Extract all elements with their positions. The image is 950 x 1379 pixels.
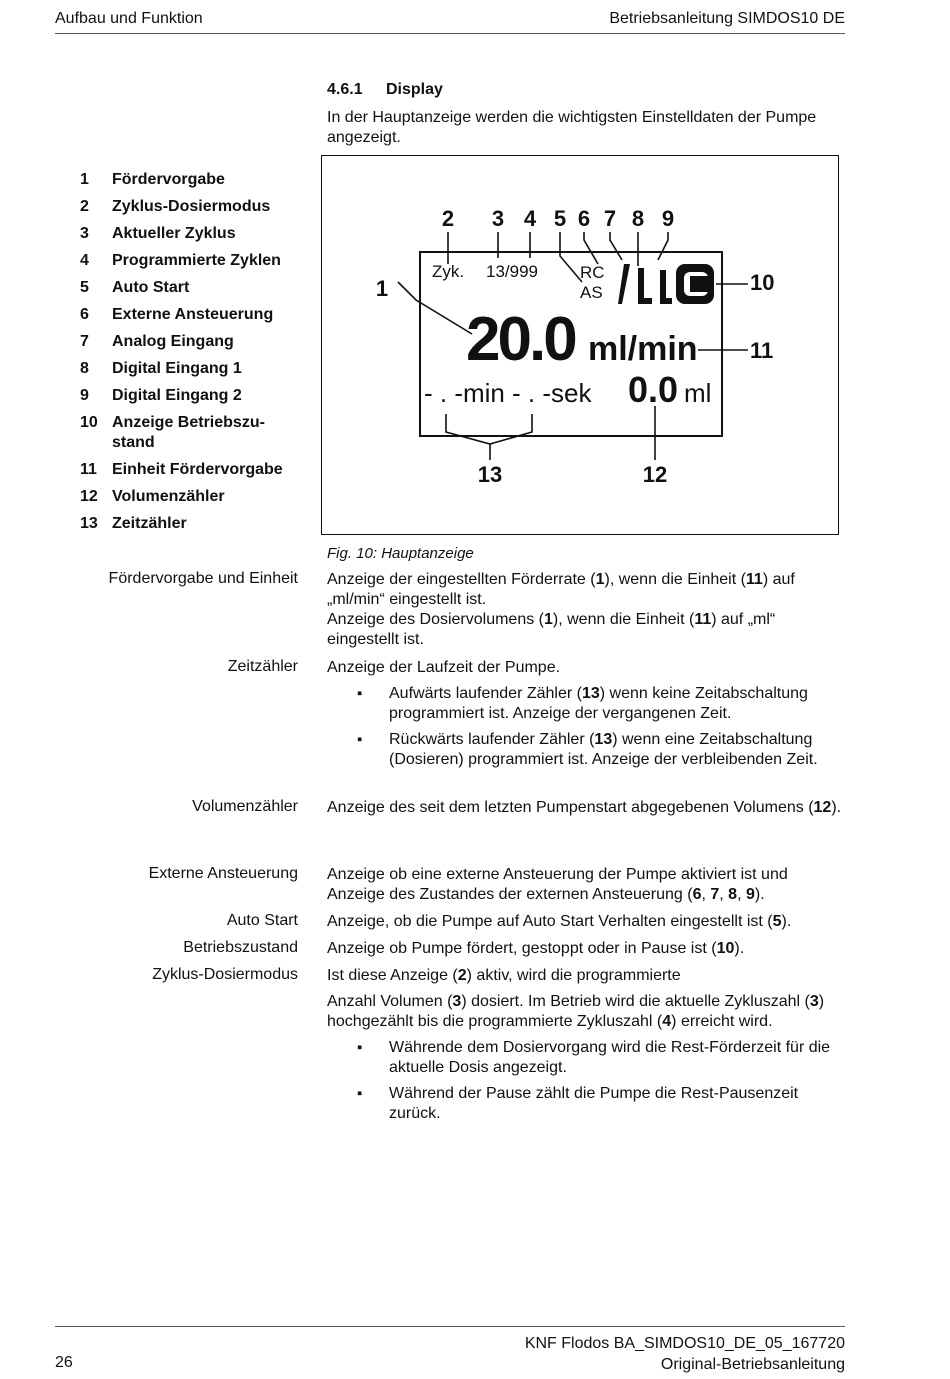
analog-input-icon [618, 264, 630, 304]
text-externe-ansteuerung: Anzeige ob eine externe Ansteuerung der Pumpe aktiviert ist und Anzeige des Zustandes der externen Ansteuerung (6, 7, 8, 9). [327, 866, 788, 903]
lcd-volume: 0.0 [628, 369, 679, 410]
callout-5: 5 [553, 206, 567, 231]
callout-9: 9 [661, 206, 675, 231]
text-betriebszustand: Anzeige ob Pumpe fördert, gestoppt oder in Pause ist (10). [327, 940, 745, 957]
label-zyklus-dosiermodus: Zyklus-Dosiermodus [152, 966, 298, 983]
text-auto-start: Anzeige, ob die Pumpe auf Auto Start Verhalten eingestellt ist (5). [327, 913, 792, 930]
footer-divider [55, 1326, 845, 1327]
label-volumenzaehler: Volumenzähler [192, 798, 298, 815]
callout-6: 6 [577, 206, 591, 231]
legend-item: 12 Volumenzähler [80, 488, 225, 505]
callout-11: 11 [750, 338, 774, 363]
legend-item: 5 Auto Start [80, 279, 190, 296]
label-betriebszustand: Betriebszustand [183, 939, 298, 956]
legend-item: 6 Externe Ansteuerung [80, 306, 274, 323]
label-auto-start: Auto Start [226, 912, 298, 929]
legend-item: 2 Zyklus-Dosiermodus [80, 198, 271, 215]
section-intro: In der Hauptanzeige werden die wichtigsten Einstelldaten der Pumpe angezeigt. [327, 109, 817, 146]
label-zeitzaehler: Zeitzähler [227, 658, 298, 675]
figure-caption: Fig. 10: Hauptanzeige [327, 545, 474, 562]
section-title-text: Display [386, 81, 443, 98]
legend-item: 3 Aktueller Zyklus [80, 225, 236, 242]
callout-7: 7 [603, 206, 617, 231]
lcd-rate: 20.0 [466, 305, 575, 374]
callout-2: 2 [441, 206, 455, 231]
header-right: Betriebsanleitung SIMDOS10 DE [609, 10, 845, 27]
legend-item: 10 Anzeige Betriebszu- stand [80, 414, 265, 451]
legend-item: 8 Digital Eingang 1 [80, 360, 242, 377]
status-indicator-icon [676, 264, 714, 304]
callout-3: 3 [491, 206, 505, 231]
lcd-time-min: - . -min [424, 378, 505, 408]
legend-list [80, 170, 302, 541]
legend-item: 13 Zeitzähler [80, 515, 187, 532]
legend-item: 7 Analog Eingang [80, 333, 234, 350]
legend-item: 11 Einheit Fördervorgabe [80, 461, 283, 478]
callout-10: 10 [750, 270, 775, 295]
label-foerdervorgabe: Fördervorgabe und Einheit [108, 570, 298, 587]
text-zyklus-dosiermodus: Ist diese Anzeige (2) aktiv, wird die programmierte Anzahl Volumen (3) dosiert. Im Betrieb wird die aktuelle Zykluszahl (3) hochgezählt bis die programmierte Zykluszahl (4) erreicht wird. ▪ Währende dem Dosiervorgang wird die Rest-Förderzeit für die aktuelle Dosis angezeigt. ▪ Während der Pause zählt die Pumpe die Rest-Pausenzeit zurück. [327, 966, 842, 1124]
lcd-zyk: Zyk. [432, 262, 465, 281]
list-item: ▪ Während der Pause zählt die Pumpe die Rest-Pausenzeit zurück. [327, 1084, 842, 1124]
lcd-cycle: 13/999 [486, 262, 538, 281]
header-left: Aufbau und Funktion [55, 10, 203, 27]
list-item: ▪ Währende dem Dosiervorgang wird die Rest-Förderzeit für die aktuelle Dosis angezeigt. [327, 1038, 842, 1078]
callout-4: 4 [523, 206, 537, 231]
lcd-rate-unit: ml/min [588, 330, 698, 368]
text-volumenzaehler: Anzeige des seit dem letzten Pumpenstart abgegebenen Volumens (12). [327, 799, 842, 816]
legend-item: 4 Programmierte Zyklen [80, 252, 281, 269]
label-externe-ansteuerung: Externe Ansteuerung [148, 865, 298, 882]
lcd-time-sec: - . -sek [512, 378, 592, 408]
section-number: 4.6.1 [327, 81, 363, 98]
section-title [327, 81, 443, 99]
callout-8: 8 [631, 206, 645, 231]
lcd-volume-unit: ml [684, 378, 712, 408]
list-item: ▪ Rückwärts laufender Zähler (13) wenn eine Zeitabschaltung (Dosieren) programmiert ist. Anzeige der verbleibenden Zeit. [327, 730, 842, 770]
footer-doc: KNF Flodos BA_SIMDOS10_DE_05_167720 Original-Betriebsanleitung [524, 1335, 845, 1373]
lcd-rc: RC [580, 263, 605, 282]
text-zeitzaehler: Anzeige der Laufzeit der Pumpe. ▪ Aufwärts laufender Zähler (13) wenn keine Zeitabschaltung programmiert ist. Anzeige der vergangenen Zeit. ▪ Rückwärts laufender Zähler (13) wenn eine Zeitabschaltung (Dosieren) programmiert ist. Anzeige der verbleibenden Zeit. [327, 658, 842, 770]
callout-12: 12 [642, 462, 668, 487]
legend-item: 1 Fördervorgabe [80, 171, 225, 188]
legend-item: 9 Digital Eingang 2 [80, 387, 242, 404]
text-foerdervorgabe: Anzeige der eingestellten Förderrate (1), wenn die Einheit (11) auf „ml/min“ eingestellt ist. Anzeige des Dosiervolumens (1), wenn die Einheit (11) auf „ml“ eingestellt ist. [327, 571, 795, 648]
display-diagram [322, 156, 838, 534]
list-item: ▪ Aufwärts laufender Zähler (13) wenn keine Zeitabschaltung programmiert ist. Anzeige der vergangenen Zeit. [327, 684, 842, 724]
header-divider [55, 33, 845, 34]
callout-13: 13 [477, 462, 503, 487]
display-figure [321, 155, 839, 535]
page-number: 26 [55, 1354, 73, 1371]
callout-1: 1 [375, 276, 389, 301]
lcd-as: AS [580, 283, 603, 302]
